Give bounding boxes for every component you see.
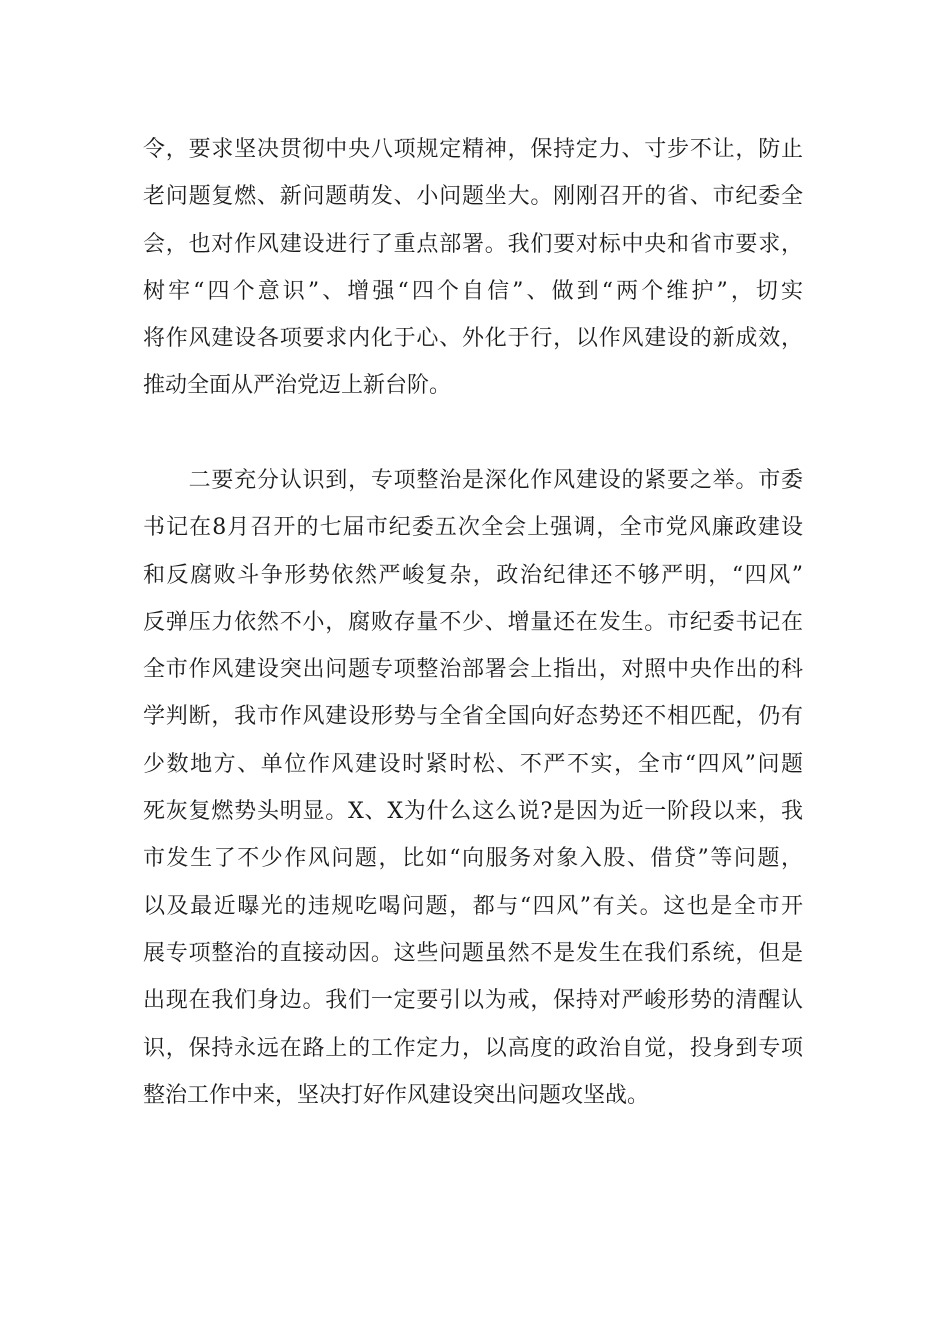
text-line: 全市作风建设突出问题专项整治部署会上指出，对照中央作出的科 [143,657,803,683]
text-line: 树牢“四个意识”、增强“四个自信”、做到“两个维护”，切实 [143,278,803,304]
text-line: 二要充分认识到，专项整治是深化作风建设的紧要之举。市委 [143,468,803,493]
text-line: 学判断，我市作风建设形势与全省全国向好态势还不相匹配，仍有 [143,704,803,730]
text-line: 反弹压力依然不小，腐败存量不少、增量还在发生。市纪委书记在 [143,609,803,635]
paragraph-2 [143,457,803,1119]
text-line: 推动全面从严治党迈上新台阶。 [143,373,452,399]
text-line: 少数地方、单位作风建设时紧时松、不严不实，全市“四风”问题 [143,751,803,777]
text-line: 识，保持永远在路上的工作定力，以高度的政治自觉，投身到专项 [143,1035,803,1061]
text-line: 将作风建设各项要求内化于心、外化于行，以作风建设的新成效， [143,326,803,352]
text-line: 市发生了不少作风问题，比如“向服务对象入股、借贷”等问题， [143,846,803,872]
text-line: 令，要求坚决贯彻中央八项规定精神，保持定力、寸步不让，防止 [143,137,803,162]
paragraph-1 [143,126,803,410]
text-line: 和反腐败斗争形势依然严峻复杂，政治纪律还不够严明，“四风” [143,562,803,588]
text-line: 以及最近曝光的违规吃喝问题，都与“四风”有关。这也是全市开 [143,893,803,919]
text-line: 展专项整治的直接动因。这些问题虽然不是发生在我们系统，但是 [143,940,803,966]
text-line: 死灰复燃势头明显。X、X为什么这么说?是因为近一阶段以来，我 [143,799,803,825]
text-line: 会，也对作风建设进行了重点部署。我们要对标中央和省市要求， [143,231,803,257]
text-line: 出现在我们身边。我们一定要引以为戒，保持对严峻形势的清醒认 [143,988,803,1014]
text-line: 整治工作中来，坚决打好作风建设突出问题攻坚战。 [143,1082,650,1108]
text-line: 老问题复燃、新问题萌发、小问题坐大。刚刚召开的省、市纪委全 [143,184,803,210]
text-line: 书记在8月召开的七届市纪委五次全会上强调，全市党风廉政建设 [143,515,803,541]
